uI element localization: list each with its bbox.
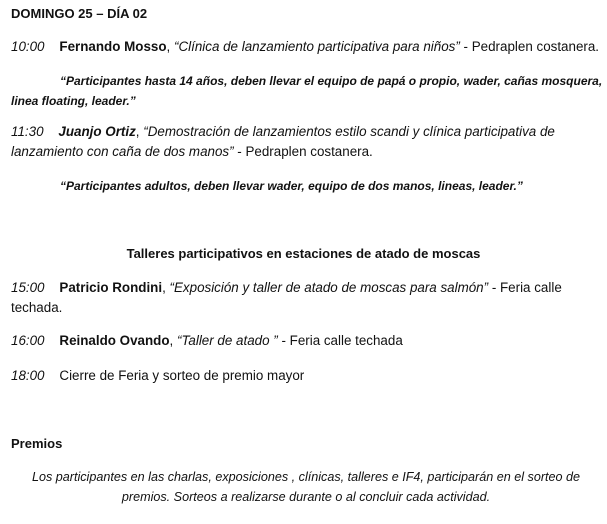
event-location: - Feria calle: [488, 280, 562, 295]
event-1000: 10:00 Fernando Mosso, “Clínica de lanzamiento participativa para niños” - Pedraplen costanera.: [11, 39, 600, 54]
event-location: - Feria calle techada: [277, 333, 403, 348]
kids-note-line1: “Participantes hasta 14 años, deben llevar el equipo de papá o propio, wader, cañas mosquera,: [60, 74, 603, 88]
event-activity: “Clínica de lanzamiento participativa para niños”: [174, 39, 460, 54]
event-1130-cont: [11, 142, 601, 162]
prizes-text-line1: Los participantes en las charlas, exposiciones , clínicas, talleres e IF4, participarán en el sorteo de: [31, 470, 581, 484]
event-speaker: Fernando Mosso: [59, 39, 167, 54]
event-speaker: Reinaldo Ovando: [59, 333, 170, 348]
event-1800: [11, 366, 601, 386]
event-time: 15:00: [11, 280, 45, 295]
event-activity: “Demostración de lanzamientos estilo scandi y clínica participativa de: [143, 124, 555, 139]
event-text: Cierre de Feria y sorteo de premio mayor: [59, 368, 305, 383]
event-speaker: Patricio Rondini: [59, 280, 163, 295]
event-1600: 16:00 Reinaldo Ovando, “Taller de atado ” - Feria calle techada: [11, 333, 403, 348]
event-activity: lanzamiento con caña de dos manos”: [11, 144, 234, 159]
event-time: 16:00: [11, 333, 45, 348]
event-1500-cont: techada.: [11, 300, 63, 315]
event-1130: 11:30 Juanjo Ortiz, “Demostración de lanzamientos estilo scandi y clínica participativa de: [11, 124, 555, 139]
event-location: - Pedraplen costanera.: [233, 144, 373, 159]
event-speaker: Juanjo Ortiz: [58, 124, 136, 139]
prizes-text-line2: premios. Sorteos a realizarse durante o al concluir cada actividad.: [121, 490, 491, 504]
event-time: 18:00: [11, 368, 45, 383]
event-time: 10:00: [11, 39, 45, 54]
event-activity: “Taller de atado ”: [176, 333, 278, 348]
kids-note-line2: linea floating, leader.”: [11, 94, 136, 108]
event-1500: 15:00 Patricio Rondini, “Exposición y taller de atado de moscas para salmón” - Feria calle: [11, 280, 562, 295]
event-location: - Pedraplen costanera.: [459, 39, 600, 54]
day-heading: DOMINGO 25 – DÍA 02: [11, 6, 148, 21]
adults-note: “Participantes adultos, deben llevar wader, equipo de dos manos, lineas, leader.”: [60, 179, 523, 193]
event-activity: “Exposición y taller de atado de moscas para salmón”: [169, 280, 489, 295]
prizes-heading: Premios: [11, 436, 63, 451]
event-time: 11:30: [11, 124, 44, 139]
workshops-heading: Talleres participativos en estaciones de atado de moscas: [126, 246, 481, 261]
